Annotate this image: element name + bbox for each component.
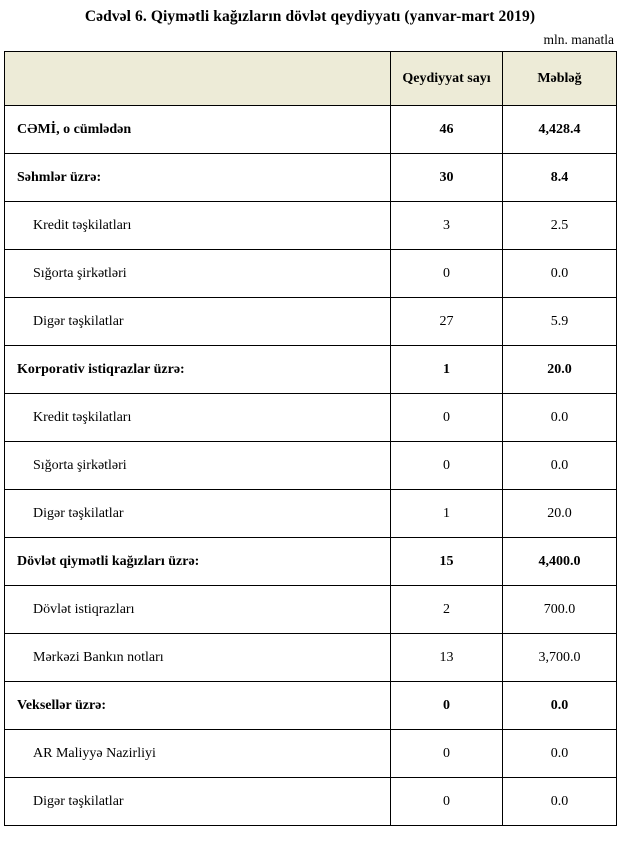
row-label: AR Maliyyə Nazirliyi [5,730,391,778]
table-row [5,634,617,682]
row-label: Sığorta şirkətləri [5,442,391,490]
row-count: 3 [391,202,503,250]
table-header [5,52,617,106]
row-amount: 0.0 [503,682,617,730]
row-amount: 0.0 [503,778,617,826]
row-amount: 4,428.4 [503,106,617,154]
row-count: 0 [391,442,503,490]
row-count: 1 [391,346,503,394]
row-count: 0 [391,682,503,730]
table-row [5,250,617,298]
row-label: Dövlət qiymətli kağızları üzrə: [5,538,391,586]
row-label: Digər təşkilatlar [5,490,391,538]
row-count: 0 [391,394,503,442]
header-registration-count: Qeydiyyat sayı [391,52,503,106]
row-label: Dövlət istiqrazları [5,586,391,634]
header-label-column [5,52,391,106]
table-row [5,778,617,826]
row-amount: 0.0 [503,730,617,778]
row-label: Səhmlər üzrə: [5,154,391,202]
table-row [5,442,617,490]
row-label: Digər təşkilatlar [5,778,391,826]
row-count: 0 [391,778,503,826]
row-count: 30 [391,154,503,202]
table-row [5,682,617,730]
row-amount: 0.0 [503,394,617,442]
unit-note: mln. manatla [543,32,614,47]
table-row [5,730,617,778]
row-amount: 0.0 [503,442,617,490]
page-title: Cədvəl 6. Qiymətli kağızların dövlət qeydiyyatı (yanvar-mart 2019) [84,8,536,25]
table-row [5,538,617,586]
securities-table [4,51,617,826]
row-count: 13 [391,634,503,682]
row-count: 27 [391,298,503,346]
row-count: 15 [391,538,503,586]
header-amount: Məbləğ [503,52,617,106]
table-row [5,298,617,346]
row-amount: 8.4 [503,154,617,202]
row-label: Mərkəzi Bankın notları [5,634,391,682]
row-label: Veksellər üzrə: [5,682,391,730]
row-amount: 5.9 [503,298,617,346]
row-amount: 20.0 [503,346,617,394]
table-header-row [5,52,617,106]
row-count: 46 [391,106,503,154]
table-row [5,106,617,154]
table-row [5,490,617,538]
row-amount: 700.0 [503,586,617,634]
row-amount: 20.0 [503,490,617,538]
table-row [5,346,617,394]
table-row [5,394,617,442]
row-count: 1 [391,490,503,538]
row-amount: 3,700.0 [503,634,617,682]
row-label: Kredit təşkilatları [5,202,391,250]
row-label: Digər təşkilatlar [5,298,391,346]
row-label: Kredit təşkilatları [5,394,391,442]
row-count: 2 [391,586,503,634]
table-body [5,106,617,826]
row-amount: 2.5 [503,202,617,250]
row-label: CƏMİ, o cümlədən [5,106,391,154]
row-label: Korporativ istiqrazlar üzrə: [5,346,391,394]
table-row [5,154,617,202]
row-count: 0 [391,250,503,298]
table-row [5,586,617,634]
row-amount: 0.0 [503,250,617,298]
table-row [5,202,617,250]
row-label: Sığorta şirkətləri [5,250,391,298]
row-count: 0 [391,730,503,778]
row-amount: 4,400.0 [503,538,617,586]
